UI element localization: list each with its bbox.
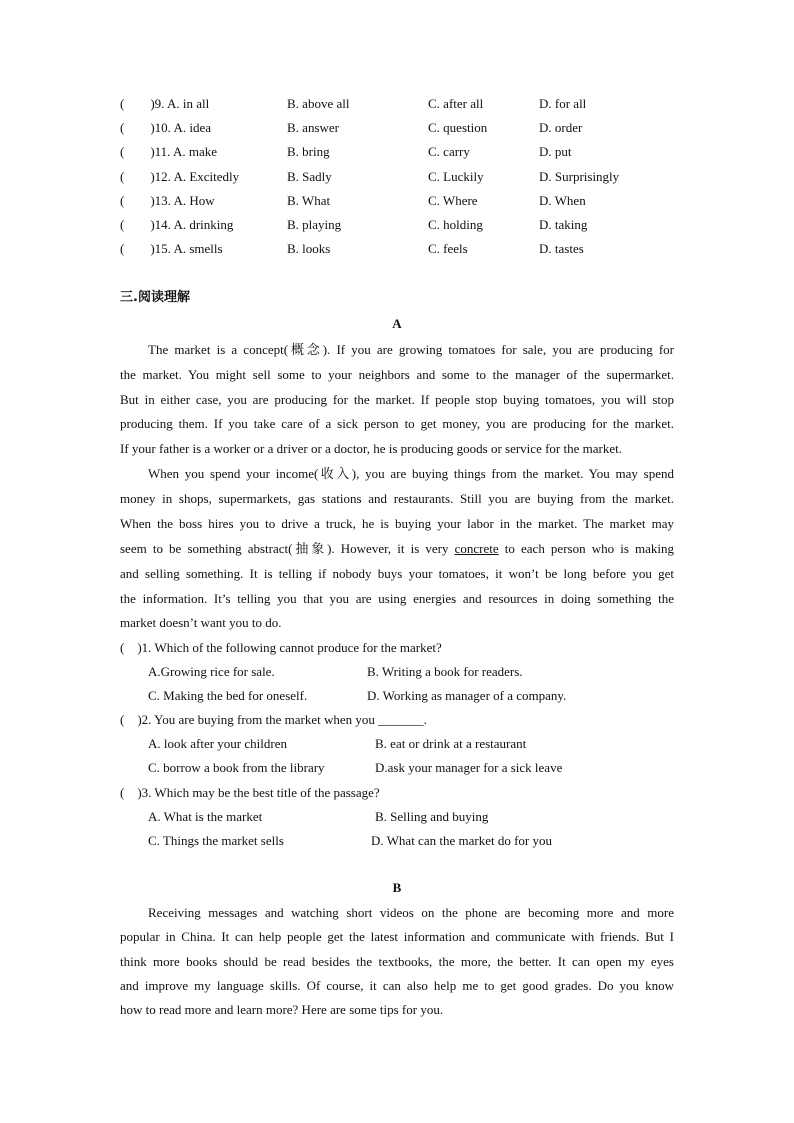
section-heading: 三.阅读理解 [120,290,190,305]
passage-line: When you spend your income(收入), you are buying things from the market. You may spend [148,466,674,481]
answer-option: A. look after your children [148,736,287,751]
cloze-option-b: B. playing [287,217,342,232]
cloze-option-c: C. carry [428,144,470,159]
answer-option: D. Working as manager of a company. [367,688,567,703]
passage-line: think more books should be read besides the textbooks, the more, the better. It can open my eyes [120,954,674,969]
passage-line: the information. It’s telling you that you are using energies and resources in doing something the [120,591,674,606]
cloze-option-c: C. Where [428,193,478,208]
answer-option: C. Making the bed for oneself. [148,688,308,703]
passage-line: But in either case, you are producing for the market. If people stop buying tomatoes, you will stop [120,392,674,407]
answer-option: A.Growing rice for sale. [148,664,275,679]
cloze-option-c: C. after all [428,96,484,111]
cloze-option-b: B. above all [287,96,350,111]
answer-option: A. What is the market [148,809,263,824]
question-stem: ( )2. You are buying from the market when you _______. [120,712,427,727]
cloze-option-num: ( )14. A. drinking [120,217,234,232]
passage-line: Receiving messages and watching short videos on the phone are becoming more and more [148,905,674,920]
cloze-option-c: C. Luckily [428,169,484,184]
passage-label-b: B [392,880,402,895]
passage-line: seem to be something abstract(抽象). However, it is very concrete to each person who is making [120,541,674,556]
passage-line: the market. You might sell some to your neighbors and some to the manager of the supermarket. [120,367,674,382]
passage-line: When the boss hires you to drive a truck, he is buying your labor in the market. The market may [120,516,674,531]
answer-option: B. Writing a book for readers. [367,664,523,679]
answer-option: B. eat or drink at a restaurant [375,736,527,751]
question-stem: ( )1. Which of the following cannot produce for the market? [120,640,442,655]
passage-label-a: A [392,316,402,331]
underlined-word: concrete [454,541,499,556]
question-stem: ( )3. Which may be the best title of the passage? [120,785,380,800]
cloze-option-b: B. looks [287,241,331,256]
cloze-option-b: B. bring [287,144,330,159]
cloze-option-num: ( )10. A. idea [120,120,211,135]
passage-line: money in shops, supermarkets, gas stations and restaurants. Still you are buying from the market. [120,491,674,506]
passage-line: how to read more and learn more? Here are some tips for you. [120,1002,444,1017]
cloze-option-b: B. What [287,193,331,208]
passage-line: producing them. If you take care of a sick person to get money, you are producing for the market. [120,416,674,431]
passage-line: The market is a concept(概念). If you are growing tomatoes for sale, you are producing for [148,342,674,357]
cloze-option-num: ( )12. A. Excitedly [120,169,240,184]
cloze-option-d: D. put [539,144,572,159]
passage-line: market doesn’t want you to do. [120,615,282,630]
cloze-option-num: ( )13. A. How [120,193,215,208]
answer-option: B. Selling and buying [375,809,489,824]
cloze-option-c: C. feels [428,241,468,256]
answer-option: D. What can the market do for you [371,833,552,848]
cloze-option-c: C. question [428,120,488,135]
passage-line: and selling something. It is telling if nobody buys your tomatoes, it won’t be long before you get [120,566,674,581]
answer-option: C. Things the market sells [148,833,284,848]
cloze-option-c: C. holding [428,217,483,232]
cloze-option-d: D. order [539,120,583,135]
cloze-option-b: B. answer [287,120,339,135]
passage-line: popular in China. It can help people get the latest information and communicate with friends. But I [120,929,674,944]
cloze-option-d: D. When [539,193,586,208]
cloze-option-d: D. taking [539,217,588,232]
cloze-option-num: ( )9. A. in all [120,96,210,111]
cloze-option-b: B. Sadly [287,169,332,184]
answer-option: D.ask your manager for a sick leave [375,760,563,775]
cloze-option-d: D. for all [539,96,587,111]
cloze-option-d: D. tastes [539,241,584,256]
answer-option: C. borrow a book from the library [148,760,325,775]
cloze-option-num: ( )15. A. smells [120,241,223,256]
passage-line: If your father is a worker or a driver or a doctor, he is producing goods or service for the market. [120,441,622,456]
cloze-option-num: ( )11. A. make [120,144,217,159]
passage-line: and improve my language skills. Of course, it can also help me to get good grades. Do you know [120,978,674,993]
cloze-option-d: D. Surprisingly [539,169,620,184]
